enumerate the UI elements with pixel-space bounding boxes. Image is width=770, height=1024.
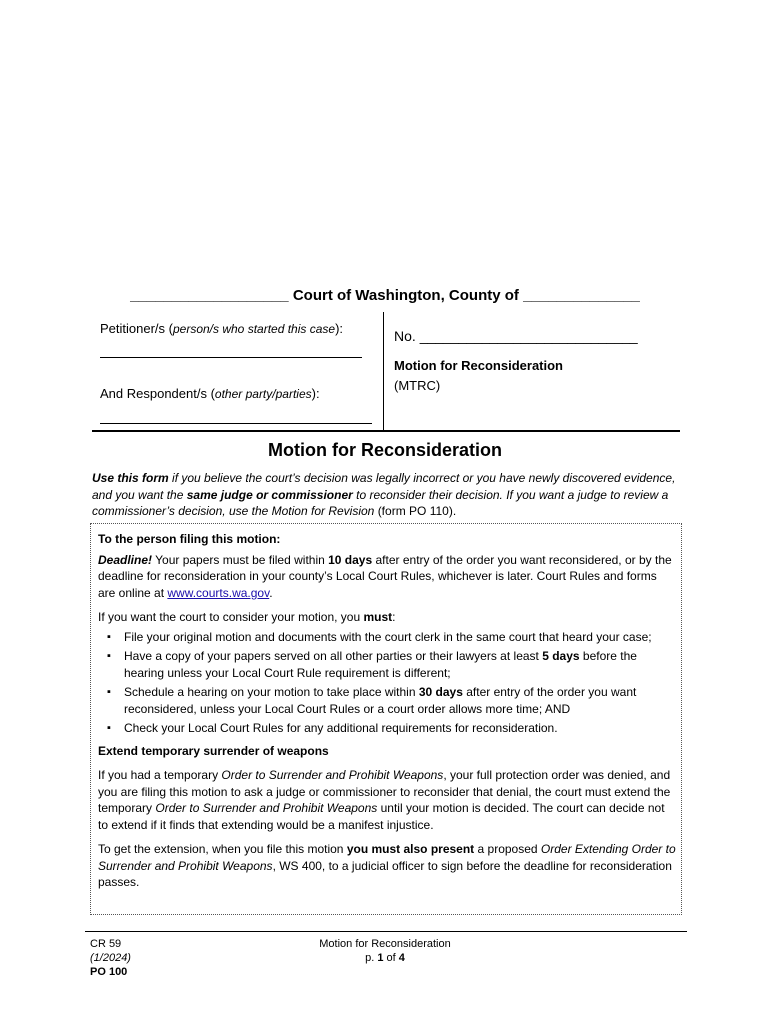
- footer-title-page: [290, 937, 480, 965]
- bullet-3-text-a: Schedule a hearing on your motion to take place within: [124, 685, 419, 699]
- petitioner-name-line[interactable]: [100, 357, 362, 358]
- case-no-blank[interactable]: ____________________________: [419, 328, 638, 344]
- extend-p2-text-b: a proposed: [474, 842, 541, 856]
- bullet-2-text-b: before the hearing unless your Local Court Rule requirement is different;: [124, 649, 637, 680]
- deadline-text-1: Your papers must be filed within: [152, 552, 329, 567]
- intro-bold-2: same judge or commissioner: [186, 487, 353, 502]
- deadline-label: Deadline!: [98, 552, 153, 567]
- must-word: must: [363, 610, 393, 624]
- case-no-label: No.: [394, 328, 416, 344]
- intro-paragraph: [92, 470, 682, 520]
- extend-p1-text-c: until your motion is decided. The court can decide not to extend if it finds that extending would be a manifest injustice.: [98, 801, 665, 832]
- page-of: of: [383, 952, 399, 964]
- extend-paragraph-1: [98, 767, 676, 833]
- footer-title: Motion for Reconsideration: [319, 938, 451, 950]
- footer-rule-ref: CR 59: [90, 938, 122, 950]
- must-intro-text: If you want the court to consider your motion, you: [98, 610, 364, 624]
- requirements-list: [98, 629, 676, 737]
- list-item: [124, 720, 676, 737]
- case-caption: [92, 312, 680, 431]
- bullet-2-days: 5 days: [542, 649, 580, 663]
- caption-doc-title: Motion for Reconsideration: [394, 358, 563, 373]
- courts-website-link[interactable]: www.courts.wa.gov: [167, 585, 270, 600]
- court-title: Court of Washington, County of: [292, 287, 519, 304]
- page-total: 4: [398, 952, 405, 964]
- caption-divider: [383, 312, 384, 431]
- instructions-content: [98, 531, 676, 899]
- extend-p2-text-c: , WS 400, to a judicial officer to sign before the deadline for reconsideration passes.: [98, 858, 672, 889]
- respondent-label: [100, 386, 320, 401]
- extend-paragraph-2: [98, 841, 676, 891]
- intro-bold-1: Use this form: [92, 471, 169, 485]
- extend-p1-order-2: Order to Surrender and Prohibit Weapons: [155, 801, 378, 815]
- court-heading: [0, 287, 770, 304]
- respondent-close: ):: [311, 386, 320, 401]
- extend-p1-order: Order to Surrender and Prohibit Weapons: [221, 768, 444, 782]
- extend-p2-order: Order Extending Order to Surrender and Prohibit Weapons: [98, 842, 676, 873]
- petitioner-hint: person/s who started this case: [172, 322, 336, 336]
- deadline-days: 10 days: [328, 552, 373, 567]
- list-item: [124, 629, 676, 646]
- form-title: Motion for Reconsideration: [268, 440, 502, 460]
- footer-date: (1/2024): [90, 952, 131, 964]
- bullet-4-text: Check your Local Court Rules for any additional requirements for reconsideration.: [124, 721, 558, 735]
- deadline-text-2: after entry of the order you want reconsidered, or by the deadline for reconsideration in your county’s Local Court Rules, whichever is later. Court Rules and forms are online at: [98, 552, 672, 600]
- petitioner-label: [100, 321, 343, 336]
- footer-rule: [85, 931, 687, 932]
- bullet-1-text: File your original motion and documents with the court clerk in the same court that heard your case;: [124, 629, 652, 644]
- extend-p2-text-a: To get the extension, when you file this motion: [98, 842, 347, 856]
- box-heading: To the person filing this motion:: [98, 532, 281, 546]
- petitioner-label-text: Petitioner/s (: [100, 321, 173, 336]
- list-item: [124, 648, 676, 681]
- court-suffix-blank: ______________: [523, 287, 640, 304]
- page-number: [290, 951, 480, 965]
- court-prefix-blank: ___________________: [130, 287, 289, 304]
- page-current: 1: [377, 952, 384, 964]
- deadline-paragraph: [98, 552, 676, 602]
- extend-p1-text-a: If you had a temporary: [98, 768, 222, 782]
- intro-text-1: if you believe the court’s decision was legally incorrect or you have newly discovered evidence, and you want the: [92, 471, 676, 502]
- caption-doc-code: (MTRC): [394, 378, 441, 393]
- extend-p2-bold: you must also present: [346, 842, 475, 856]
- must-intro: [98, 609, 676, 626]
- instructions-box: [90, 523, 682, 915]
- extend-p1-text-b: , your full protection order was denied, and you are filing this motion to ask a judge or commissioner to reconsider that denial, the court must extend the temporary: [98, 768, 671, 815]
- bullet-3-text-b: after entry of the order you want reconsidered, unless your Local Court Rules or a court order allows more time; AND: [124, 685, 637, 716]
- case-number: [394, 328, 638, 344]
- caption-bottom-rule: [92, 430, 680, 432]
- extend-heading: Extend temporary surrender of weapons: [98, 743, 329, 758]
- intro-form-ref: (form PO 110).: [377, 504, 457, 518]
- page-prefix: p.: [365, 952, 378, 964]
- petitioner-close: ):: [335, 321, 344, 336]
- footer-form-info: [90, 937, 131, 979]
- respondent-label-text: And Respondent/s (: [100, 386, 215, 401]
- respondent-hint: other party/parties: [214, 387, 312, 401]
- bullet-3-days: 30 days: [418, 685, 463, 699]
- footer-form-number: PO 100: [90, 966, 128, 978]
- intro-text-2: to reconsider their decision. If you want a judge to review a commissioner’s decision, use the Motion for Revision: [92, 487, 669, 518]
- must-colon: :: [392, 610, 396, 624]
- respondent-name-line[interactable]: [100, 423, 372, 424]
- parties-section: [92, 312, 382, 431]
- deadline-end: .: [269, 585, 273, 600]
- bullet-2-text-a: Have a copy of your papers served on all other parties or their lawyers at least: [124, 649, 543, 663]
- list-item: [124, 684, 676, 717]
